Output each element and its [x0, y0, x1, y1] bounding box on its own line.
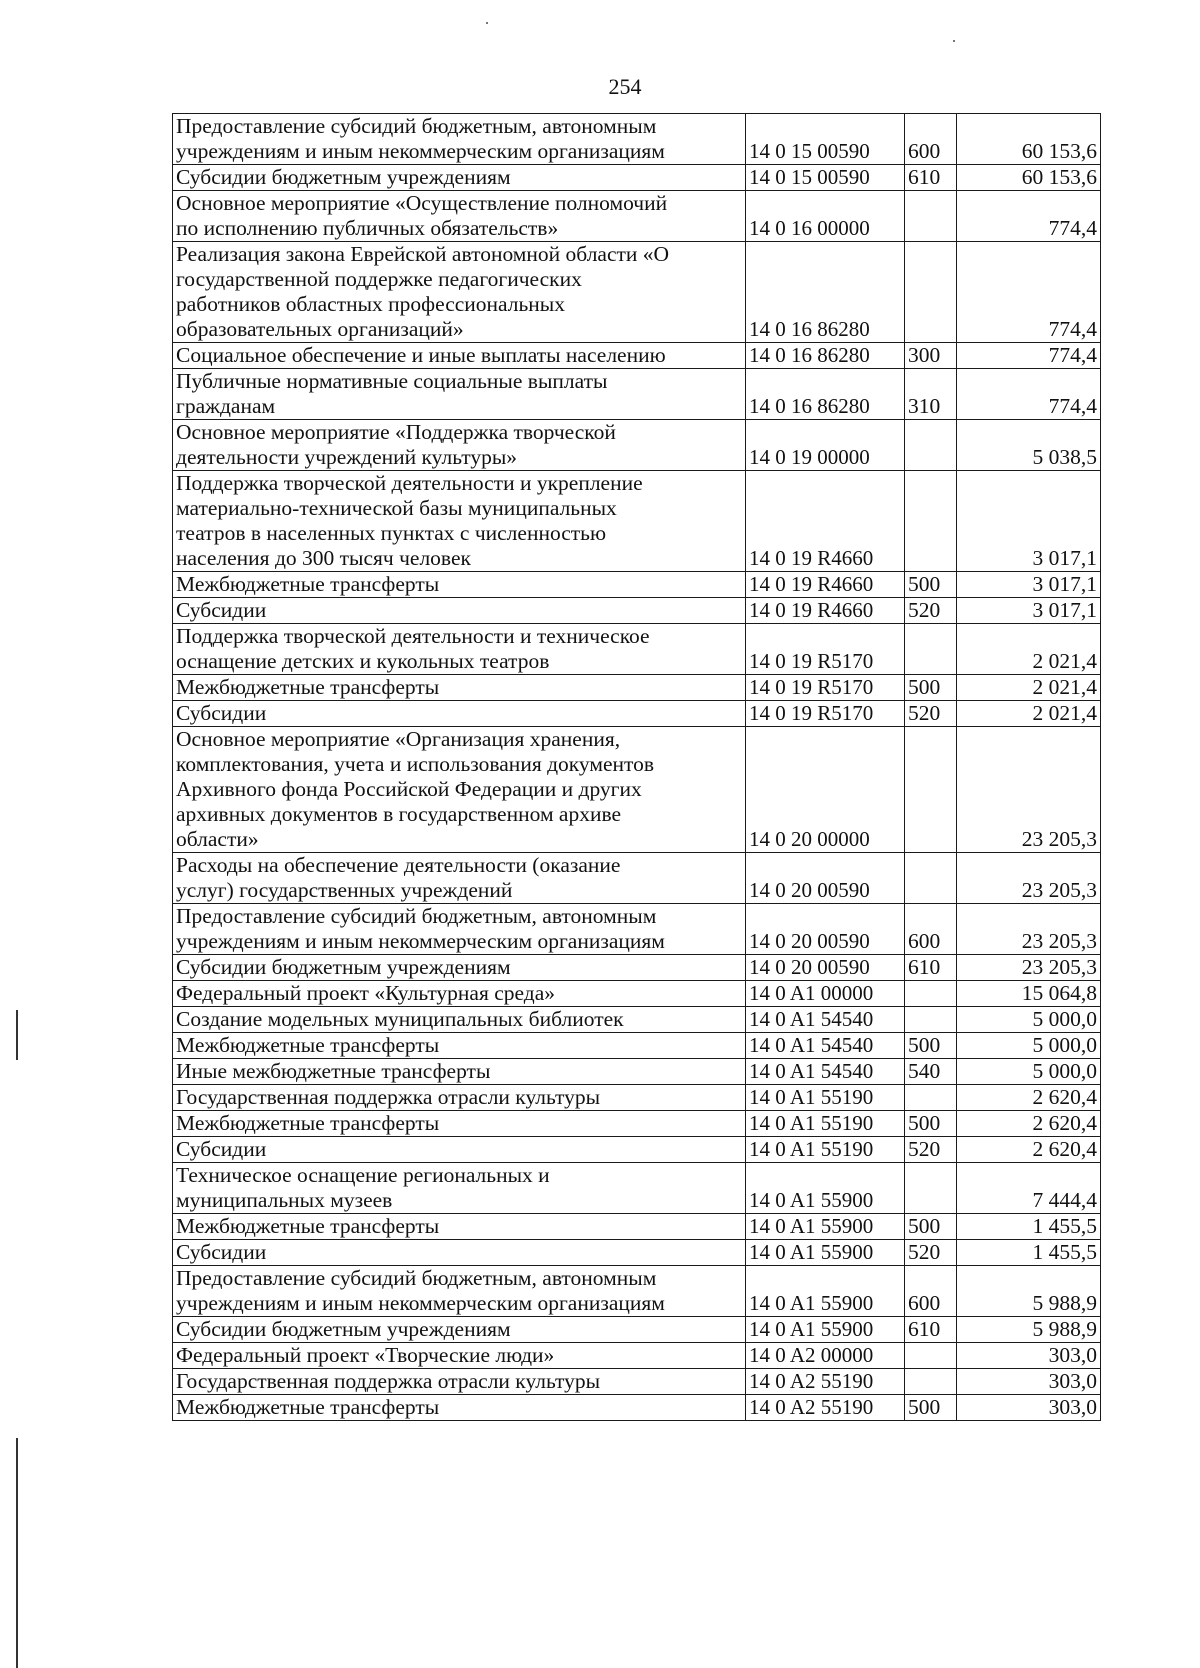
row-code-cell: 14 0 A1 00000: [746, 981, 905, 1007]
row-sum-cell: 7 444,4: [957, 1163, 1101, 1214]
table-row: [173, 1085, 1101, 1111]
row-name-cell: Реализация закона Еврейской автономной области «О государственной поддержке педагогических работников областных профессиональных образовательных организаций»: [173, 242, 746, 343]
table-row: [173, 420, 1101, 471]
row-sum-cell: 2 021,4: [957, 675, 1101, 701]
row-sum-cell: 15 064,8: [957, 981, 1101, 1007]
row-code-cell: 14 0 20 00590: [746, 904, 905, 955]
row-vr-cell: [905, 191, 957, 242]
row-sum-cell: 23 205,3: [957, 904, 1101, 955]
table-row: [173, 1369, 1101, 1395]
row-code-cell: 14 0 20 00590: [746, 955, 905, 981]
table-row: [173, 1214, 1101, 1240]
row-vr-cell: [905, 624, 957, 675]
table-row: [173, 981, 1101, 1007]
row-name-cell: Публичные нормативные социальные выплаты гражданам: [173, 369, 746, 420]
row-name-cell: Субсидии бюджетным учреждениям: [173, 1317, 746, 1343]
row-sum-cell: 303,0: [957, 1395, 1101, 1421]
row-vr-cell: [905, 1007, 957, 1033]
row-sum-cell: 5 038,5: [957, 420, 1101, 471]
row-vr-cell: 500: [905, 675, 957, 701]
row-name-cell: Основное мероприятие «Организация хранения, комплектования, учета и использования документов Архивного фонда Российской Федерации и других архивных документов в государственном архиве области»: [173, 727, 746, 853]
row-vr-cell: [905, 471, 957, 572]
row-name-cell: Межбюджетные трансферты: [173, 1214, 746, 1240]
row-code-cell: 14 0 A1 55900: [746, 1163, 905, 1214]
row-name-cell: Государственная поддержка отрасли культуры: [173, 1085, 746, 1111]
row-vr-cell: 610: [905, 165, 957, 191]
row-vr-cell: [905, 727, 957, 853]
row-sum-cell: 774,4: [957, 343, 1101, 369]
row-sum-cell: 5 000,0: [957, 1033, 1101, 1059]
table-row: [173, 191, 1101, 242]
row-name-cell: Межбюджетные трансферты: [173, 1033, 746, 1059]
row-code-cell: 14 0 16 86280: [746, 343, 905, 369]
row-vr-cell: [905, 420, 957, 471]
row-vr-cell: 500: [905, 572, 957, 598]
table-row: [173, 1137, 1101, 1163]
table-row: [173, 1111, 1101, 1137]
row-sum-cell: 303,0: [957, 1369, 1101, 1395]
row-code-cell: 14 0 A1 55190: [746, 1137, 905, 1163]
table-row: [173, 904, 1101, 955]
row-name-cell: Межбюджетные трансферты: [173, 1111, 746, 1137]
row-code-cell: 14 0 19 R4660: [746, 572, 905, 598]
budget-table: [172, 113, 1101, 1421]
row-sum-cell: 5 988,9: [957, 1317, 1101, 1343]
row-vr-cell: 610: [905, 1317, 957, 1343]
row-name-cell: Предоставление субсидий бюджетным, автономным учреждениям и иным некоммерческим организациям: [173, 114, 746, 165]
table-row: [173, 624, 1101, 675]
table-row: [173, 1059, 1101, 1085]
row-code-cell: 14 0 A1 54540: [746, 1007, 905, 1033]
row-vr-cell: 500: [905, 1033, 957, 1059]
row-code-cell: 14 0 19 00000: [746, 420, 905, 471]
row-name-cell: Предоставление субсидий бюджетным, автономным учреждениям и иным некоммерческим организациям: [173, 904, 746, 955]
table-row: [173, 114, 1101, 165]
row-code-cell: 14 0 19 R5170: [746, 675, 905, 701]
row-sum-cell: 3 017,1: [957, 598, 1101, 624]
row-code-cell: 14 0 16 86280: [746, 369, 905, 420]
row-name-cell: Федеральный проект «Творческие люди»: [173, 1343, 746, 1369]
table-row: [173, 1033, 1101, 1059]
row-name-cell: Иные межбюджетные трансферты: [173, 1059, 746, 1085]
row-vr-cell: 600: [905, 114, 957, 165]
row-sum-cell: 2 620,4: [957, 1137, 1101, 1163]
row-name-cell: Государственная поддержка отрасли культуры: [173, 1369, 746, 1395]
row-sum-cell: 2 021,4: [957, 624, 1101, 675]
row-vr-cell: 310: [905, 369, 957, 420]
table-row: [173, 1317, 1101, 1343]
row-vr-cell: [905, 1163, 957, 1214]
row-code-cell: 14 0 A2 55190: [746, 1369, 905, 1395]
row-sum-cell: 5 000,0: [957, 1007, 1101, 1033]
row-code-cell: 14 0 A1 55900: [746, 1240, 905, 1266]
row-sum-cell: 60 153,6: [957, 114, 1101, 165]
row-code-cell: 14 0 19 R5170: [746, 624, 905, 675]
table-row: [173, 369, 1101, 420]
table-row: [173, 1163, 1101, 1214]
row-sum-cell: 2 021,4: [957, 701, 1101, 727]
row-name-cell: Основное мероприятие «Осуществление полномочий по исполнению публичных обязательств»: [173, 191, 746, 242]
row-sum-cell: 5 000,0: [957, 1059, 1101, 1085]
row-name-cell: Субсидии: [173, 1240, 746, 1266]
row-sum-cell: 23 205,3: [957, 853, 1101, 904]
row-name-cell: Техническое оснащение региональных и муниципальных музеев: [173, 1163, 746, 1214]
row-code-cell: 14 0 A1 54540: [746, 1059, 905, 1085]
table-row: [173, 598, 1101, 624]
row-vr-cell: 520: [905, 1240, 957, 1266]
row-name-cell: Расходы на обеспечение деятельности (оказание услуг) государственных учреждений: [173, 853, 746, 904]
row-vr-cell: [905, 1343, 957, 1369]
row-name-cell: Субсидии: [173, 1137, 746, 1163]
budget-table-body: [173, 114, 1101, 1421]
row-vr-cell: 500: [905, 1214, 957, 1240]
table-row: [173, 343, 1101, 369]
row-sum-cell: 5 988,9: [957, 1266, 1101, 1317]
row-sum-cell: 774,4: [957, 191, 1101, 242]
row-name-cell: Создание модельных муниципальных библиотек: [173, 1007, 746, 1033]
row-code-cell: 14 0 15 00590: [746, 114, 905, 165]
row-vr-cell: 520: [905, 598, 957, 624]
table-row: [173, 1266, 1101, 1317]
row-vr-cell: [905, 981, 957, 1007]
page-number: 254: [608, 74, 642, 99]
row-sum-cell: 3 017,1: [957, 471, 1101, 572]
row-name-cell: Федеральный проект «Культурная среда»: [173, 981, 746, 1007]
row-code-cell: 14 0 16 86280: [746, 242, 905, 343]
row-name-cell: Поддержка творческой деятельности и техническое оснащение детских и кукольных театров: [173, 624, 746, 675]
row-code-cell: 14 0 19 R4660: [746, 598, 905, 624]
row-name-cell: Социальное обеспечение и иные выплаты населению: [173, 343, 746, 369]
row-sum-cell: 2 620,4: [957, 1111, 1101, 1137]
row-code-cell: 14 0 A2 00000: [746, 1343, 905, 1369]
row-code-cell: 14 0 A1 55900: [746, 1317, 905, 1343]
row-code-cell: 14 0 A1 55900: [746, 1266, 905, 1317]
row-name-cell: Субсидии: [173, 701, 746, 727]
scan-edge-line: [16, 1010, 18, 1060]
row-name-cell: Предоставление субсидий бюджетным, автономным учреждениям и иным некоммерческим организациям: [173, 1266, 746, 1317]
scan-dot: [953, 40, 955, 42]
row-code-cell: 14 0 19 R5170: [746, 701, 905, 727]
table-row: [173, 471, 1101, 572]
row-code-cell: 14 0 19 R4660: [746, 471, 905, 572]
row-vr-cell: 520: [905, 701, 957, 727]
row-code-cell: 14 0 16 00000: [746, 191, 905, 242]
row-vr-cell: 600: [905, 904, 957, 955]
row-sum-cell: 1 455,5: [957, 1214, 1101, 1240]
table-row: [173, 1007, 1101, 1033]
row-code-cell: 14 0 A1 55190: [746, 1111, 905, 1137]
row-vr-cell: 500: [905, 1395, 957, 1421]
row-vr-cell: 520: [905, 1137, 957, 1163]
table-row: [173, 727, 1101, 853]
row-vr-cell: 300: [905, 343, 957, 369]
row-sum-cell: 774,4: [957, 242, 1101, 343]
row-sum-cell: 3 017,1: [957, 572, 1101, 598]
table-row: [173, 1240, 1101, 1266]
table-row: [173, 701, 1101, 727]
table-row: [173, 675, 1101, 701]
row-name-cell: Межбюджетные трансферты: [173, 1395, 746, 1421]
row-sum-cell: 1 455,5: [957, 1240, 1101, 1266]
row-sum-cell: 774,4: [957, 369, 1101, 420]
scan-edge-line: [16, 1438, 18, 1668]
scan-dot: [486, 22, 488, 24]
table-row: [173, 853, 1101, 904]
row-sum-cell: 60 153,6: [957, 165, 1101, 191]
table-row: [173, 955, 1101, 981]
table-row: [173, 572, 1101, 598]
row-vr-cell: 610: [905, 955, 957, 981]
row-vr-cell: 500: [905, 1111, 957, 1137]
row-name-cell: Субсидии: [173, 598, 746, 624]
row-name-cell: Межбюджетные трансферты: [173, 572, 746, 598]
row-vr-cell: [905, 242, 957, 343]
row-name-cell: Поддержка творческой деятельности и укрепление материально-технической базы муниципальных театров в населенных пунктах с численностью населения до 300 тысяч человек: [173, 471, 746, 572]
row-vr-cell: 600: [905, 1266, 957, 1317]
row-code-cell: 14 0 20 00000: [746, 727, 905, 853]
row-code-cell: 14 0 20 00590: [746, 853, 905, 904]
table-row: [173, 1395, 1101, 1421]
row-vr-cell: [905, 1369, 957, 1395]
table-row: [173, 165, 1101, 191]
row-code-cell: 14 0 A1 55190: [746, 1085, 905, 1111]
table-row: [173, 242, 1101, 343]
row-sum-cell: 2 620,4: [957, 1085, 1101, 1111]
row-sum-cell: 23 205,3: [957, 955, 1101, 981]
row-vr-cell: [905, 853, 957, 904]
table-row: [173, 1343, 1101, 1369]
row-vr-cell: 540: [905, 1059, 957, 1085]
row-code-cell: 14 0 A2 55190: [746, 1395, 905, 1421]
row-sum-cell: 303,0: [957, 1343, 1101, 1369]
row-sum-cell: 23 205,3: [957, 727, 1101, 853]
row-name-cell: Межбюджетные трансферты: [173, 675, 746, 701]
row-vr-cell: [905, 1085, 957, 1111]
row-name-cell: Основное мероприятие «Поддержка творческой деятельности учреждений культуры»: [173, 420, 746, 471]
row-name-cell: Субсидии бюджетным учреждениям: [173, 955, 746, 981]
row-code-cell: 14 0 A1 55900: [746, 1214, 905, 1240]
row-code-cell: 14 0 A1 54540: [746, 1033, 905, 1059]
row-name-cell: Субсидии бюджетным учреждениям: [173, 165, 746, 191]
row-code-cell: 14 0 15 00590: [746, 165, 905, 191]
